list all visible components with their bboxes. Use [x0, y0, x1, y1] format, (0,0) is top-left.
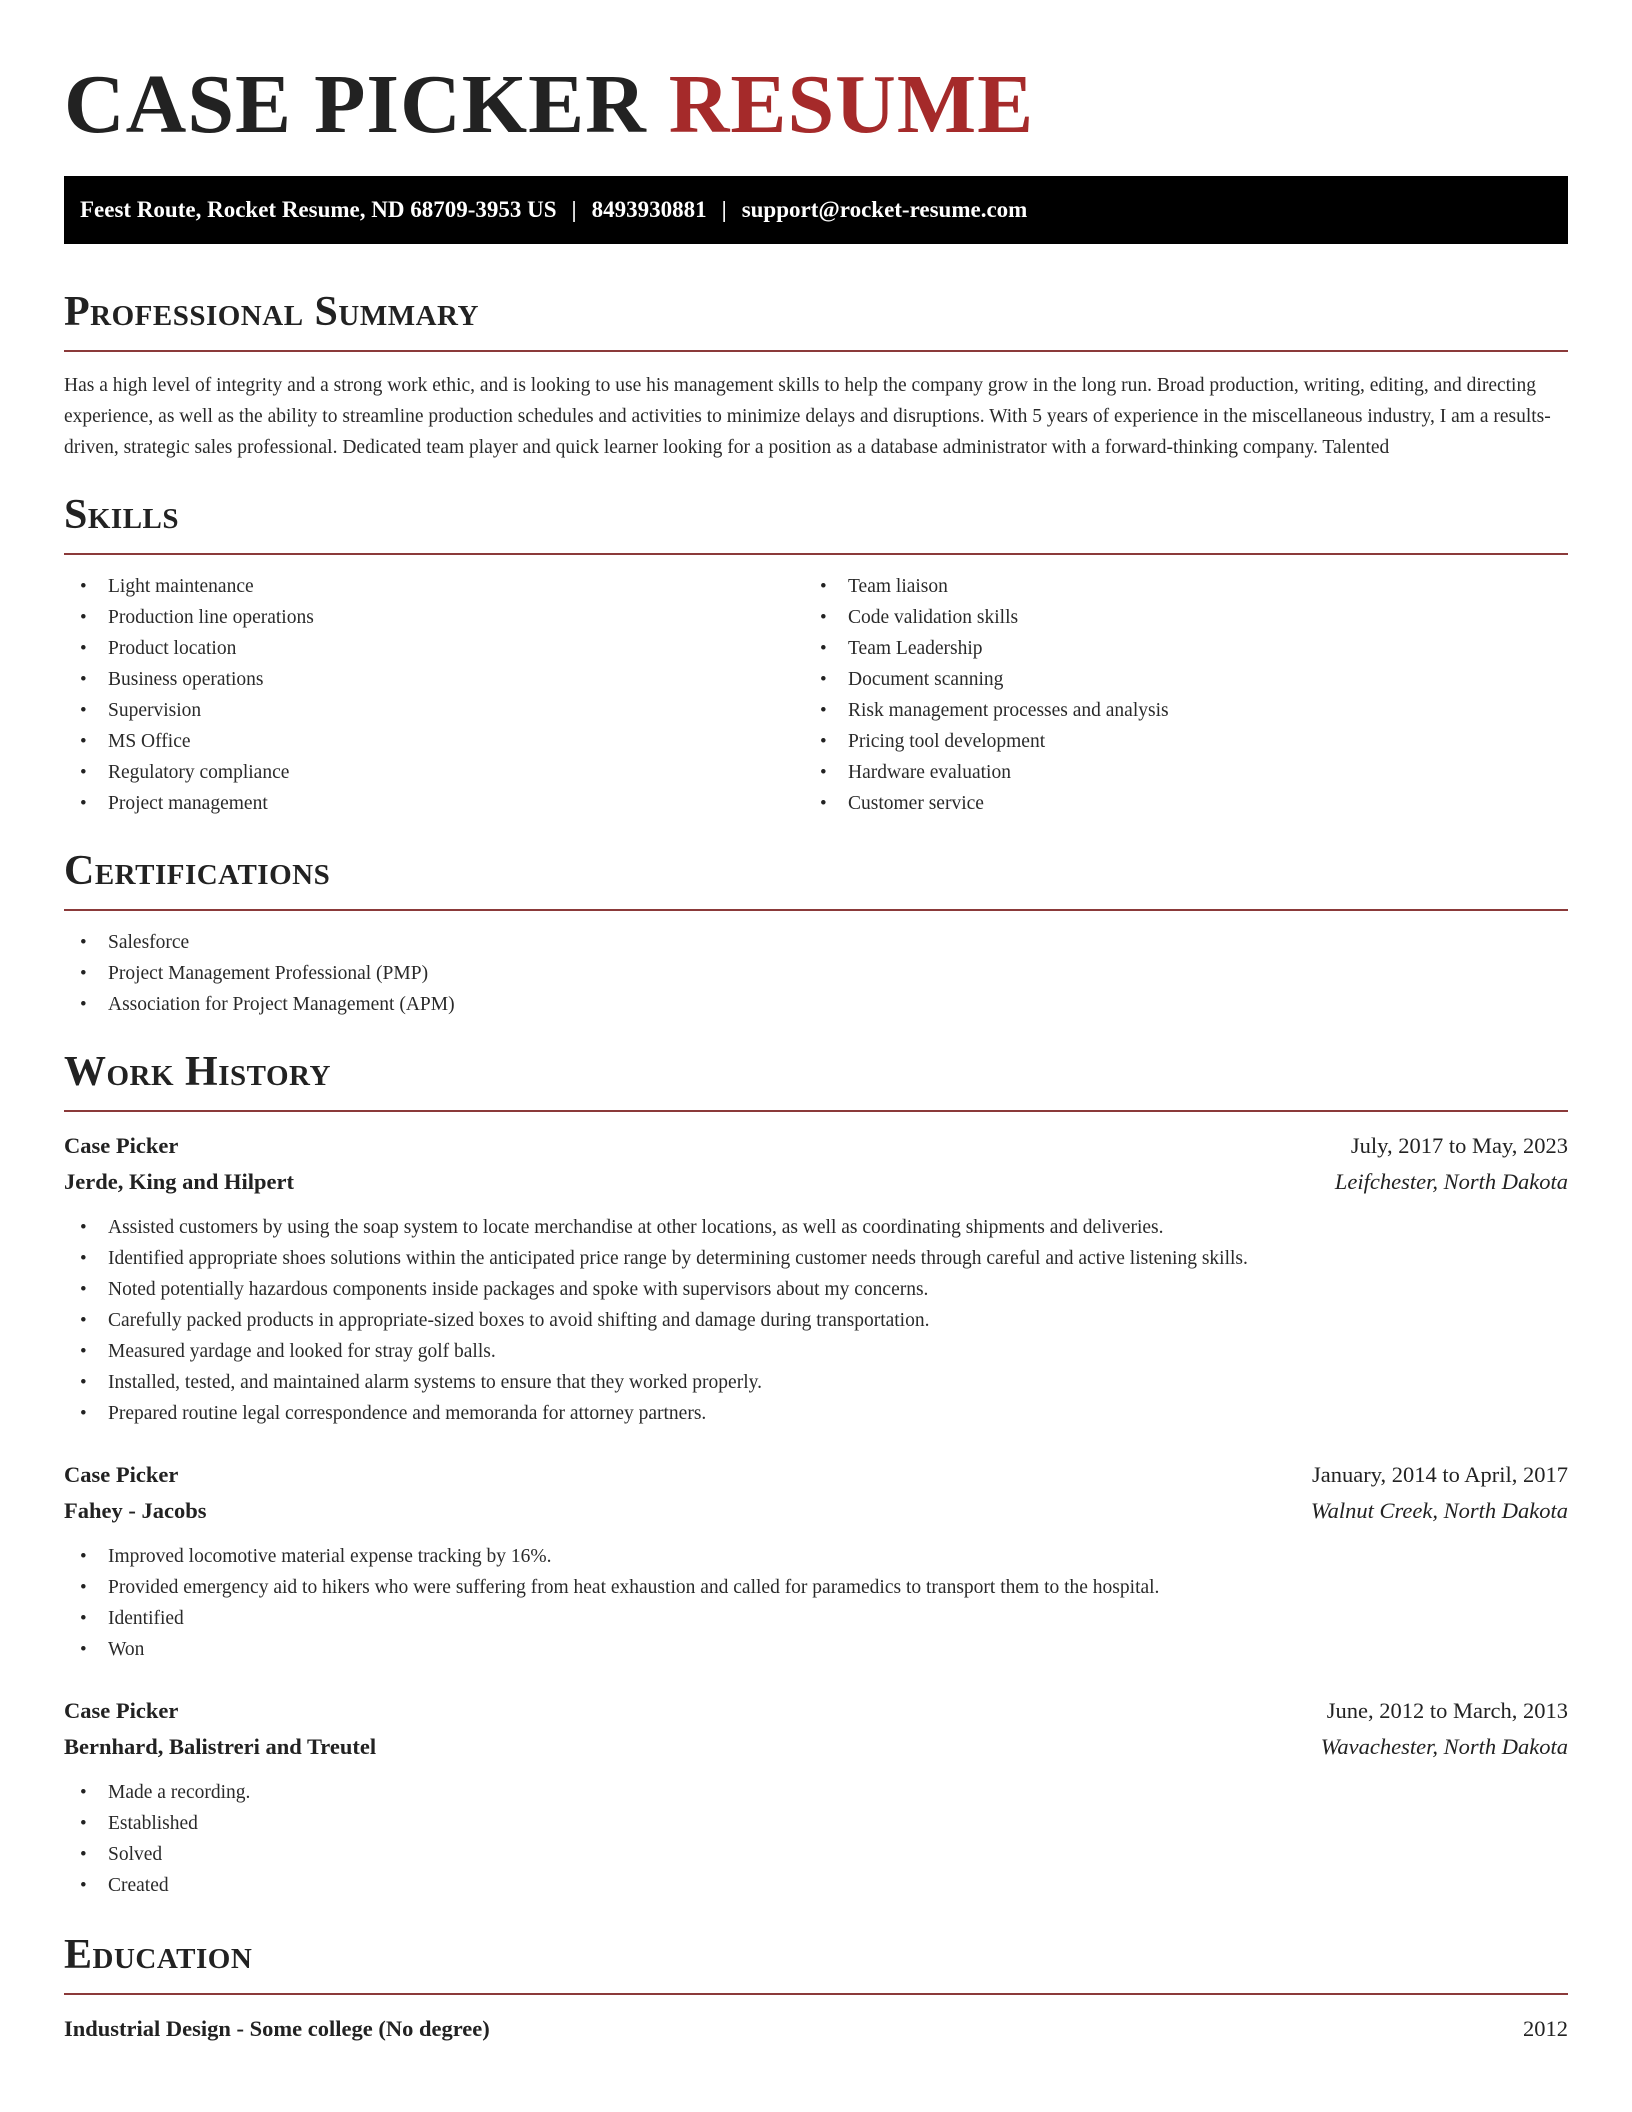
job-title: Case Picker [64, 1133, 179, 1158]
job-bullet: • Measured yardage and looked for stray golf balls. [64, 1336, 1568, 1367]
job-bullet: • Installed, tested, and maintained alarm systems to ensure that they worked properly. [64, 1367, 1568, 1398]
skill-item: • Pricing tool development [804, 726, 1544, 757]
job-bullet: • Provided emergency aid to hikers who were suffering from heat exhaustion and called for paramedics to transport them to the hospital. [64, 1572, 1568, 1603]
section-heading-certifications: Certifications [64, 848, 331, 894]
job-company: Jerde, King and Hilpert [64, 1169, 294, 1194]
skill-item: • Team Leadership [804, 633, 1544, 664]
job-entry [64, 1693, 1568, 1901]
resume-content [64, 0, 1568, 2047]
contact-separator: | [721, 197, 727, 222]
job-bullets [64, 1777, 1568, 1901]
job-company: Fahey - Jacobs [64, 1498, 207, 1523]
summary-text: Has a high level of integrity and a strong work ethic, and is looking to use his management skills to help the company grow in the long run. Broad production, writing, editing, and directing experience, as well as the ability to streamline production schedules and activities to minimize delays and disruptions. With 5 years of experience in the miscellaneous industry, I am a results-driven, strategic sales professional. Dedicated team player and quick learner looking for a position as a database administrator with a forward-thinking company. Talented [64, 375, 1551, 458]
section-divider [64, 909, 1568, 911]
skill-item: • MS Office [64, 726, 804, 757]
work-history-section [64, 1048, 1568, 1901]
job-bullet: • Made a recording. [64, 1777, 1568, 1808]
title-name: CASE PICKER [64, 58, 647, 151]
job-bullet: • Solved [64, 1839, 1568, 1870]
job-entry [64, 1457, 1568, 1665]
skill-item: • Customer service [804, 788, 1544, 819]
section-divider [64, 1110, 1568, 1112]
job-header-row [64, 1457, 1568, 1493]
skill-item: • Team liaison [804, 571, 1544, 602]
job-title: Case Picker [64, 1462, 179, 1487]
certification-item: • Project Management Professional (PMP) [64, 958, 1568, 989]
skill-item: • Light maintenance [64, 571, 804, 602]
skill-item: • Code validation skills [804, 602, 1544, 633]
section-divider [64, 553, 1568, 555]
certifications-list [64, 927, 1568, 1020]
certifications-section [64, 847, 1568, 1020]
skill-item: • Risk management processes and analysis [804, 695, 1544, 726]
job-bullets [64, 1212, 1568, 1429]
job-header-row [64, 1693, 1568, 1729]
education-row [64, 2011, 1568, 2047]
job-bullet: • Identified appropriate shoes solutions within the anticipated price range by determining customer needs through careful and active listening skills. [64, 1243, 1568, 1274]
certification-item: • Salesforce [64, 927, 1568, 958]
skill-item: • Supervision [64, 695, 804, 726]
education-year: 2012 [1523, 2016, 1568, 2041]
job-bullet: • Prepared routine legal correspondence and memoranda for attorney partners. [64, 1398, 1568, 1429]
contact-email[interactable]: support@rocket-resume.com [741, 197, 1028, 222]
job-dates: January, 2014 to April, 2017 [1311, 1462, 1568, 1487]
title-resume-word: RESUME [668, 58, 1035, 151]
job-entry [64, 1128, 1568, 1429]
education-entry [64, 2011, 1568, 2047]
section-divider [64, 350, 1568, 352]
job-location: Leifchester, North Dakota [1334, 1169, 1568, 1194]
job-bullet: • Won [64, 1634, 1568, 1665]
job-bullet: • Established [64, 1808, 1568, 1839]
job-bullets [64, 1541, 1568, 1665]
job-company-row [64, 1493, 1568, 1529]
job-bullet: • Carefully packed products in appropriate-sized boxes to avoid shifting and damage during transportation. [64, 1305, 1568, 1336]
skill-item: • Project management [64, 788, 804, 819]
skill-item: • Production line operations [64, 602, 804, 633]
section-heading-summary: Professional Summary [64, 289, 479, 335]
education-degree: Industrial Design - Some college (No degree) [64, 2016, 490, 2041]
job-location: Wavachester, North Dakota [1320, 1734, 1568, 1759]
section-heading-skills: Skills [64, 492, 180, 538]
skill-item: • Business operations [64, 664, 804, 695]
skill-item: • Product location [64, 633, 804, 664]
job-company-row [64, 1729, 1568, 1765]
section-divider [64, 1993, 1568, 1995]
job-bullet: • Created [64, 1870, 1568, 1901]
job-dates: June, 2012 to March, 2013 [1326, 1698, 1568, 1723]
skill-item: • Hardware evaluation [804, 757, 1544, 788]
contact-separator: | [571, 197, 577, 222]
job-title: Case Picker [64, 1698, 179, 1723]
resume-title [64, 55, 1568, 155]
job-bullet: • Assisted customers by using the soap system to locate merchandise at other locations, as well as coordinating shipments and deliveries. [64, 1212, 1568, 1243]
job-header-row [64, 1128, 1568, 1164]
skill-item: • Regulatory compliance [64, 757, 804, 788]
job-bullet: • Identified [64, 1603, 1568, 1634]
job-dates: July, 2017 to May, 2023 [1350, 1133, 1568, 1158]
contact-phone[interactable]: 8493930881 [591, 197, 707, 222]
skills-grid [64, 571, 1568, 819]
job-bullet: • Improved locomotive material expense tracking by 16%. [64, 1541, 1568, 1572]
section-heading-work-history: Work History [64, 1049, 331, 1095]
skill-item: • Document scanning [804, 664, 1544, 695]
skills-list-left [64, 571, 804, 819]
contact-address: Feest Route, Rocket Resume, ND 68709-3953 US [80, 197, 557, 222]
skills-section [64, 491, 1568, 819]
skills-list-right [804, 571, 1544, 819]
section-heading-education: Education [64, 1932, 253, 1978]
contact-bar [64, 176, 1568, 244]
summary-section [64, 288, 1568, 463]
job-bullet: • Noted potentially hazardous components inside packages and spoke with supervisors about my concerns. [64, 1274, 1568, 1305]
job-company-row [64, 1164, 1568, 1200]
certification-item: • Association for Project Management (APM) [64, 989, 1568, 1020]
education-section [64, 1931, 1568, 2047]
job-location: Walnut Creek, North Dakota [1310, 1498, 1568, 1523]
job-company: Bernhard, Balistreri and Treutel [64, 1734, 377, 1759]
